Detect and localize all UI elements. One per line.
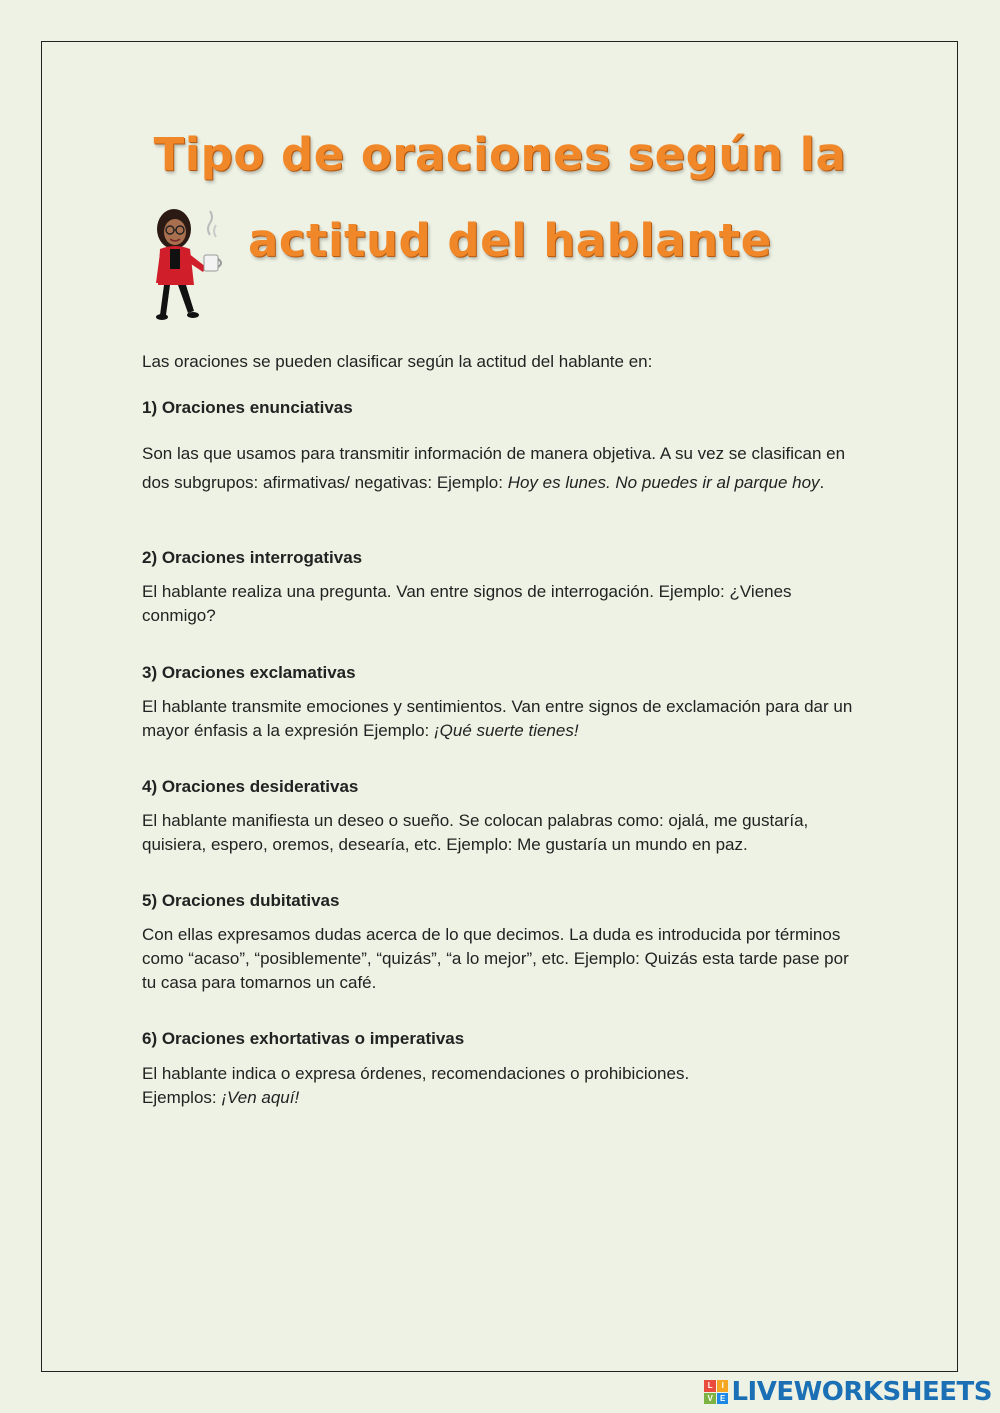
intro-text: Las oraciones se pueden clasificar según la actitud del hablante en:: [142, 352, 653, 371]
section-2-heading: 2) Oraciones interrogativas: [142, 548, 363, 567]
section-1-example: Hoy es lunes. No puedes ir al parque hoy: [507, 473, 820, 492]
section-1-text: [142, 439, 862, 497]
teacher-avatar-illustration: [150, 205, 230, 323]
section-4-heading: 4) Oraciones desiderativas: [142, 777, 359, 796]
footer-brand: LIVEWORKSHEETS: [731, 1377, 992, 1407]
section-6-example-label: Ejemplos:: [142, 1088, 222, 1107]
section-6-example: ¡Ven aquí!: [221, 1088, 300, 1107]
section-3-body: El hablante transmite emociones y sentimientos. Van entre signos de exclamación para dar un mayor énfasis a la expresión Ejemplo:: [142, 697, 853, 740]
section-6-example-line: [142, 1086, 862, 1110]
section-2-text: El hablante realiza una pregunta. Van entre signos de interrogación. Ejemplo: ¿Vienes conmigo?: [142, 582, 792, 625]
liveworksheets-footer[interactable]: [704, 1377, 992, 1407]
section-6-body: El hablante indica o expresa órdenes, recomendaciones o prohibiciones.: [142, 1064, 690, 1083]
title-line-1: Tipo de oraciones según la: [153, 128, 847, 181]
liveworksheets-logo-icon: [704, 1380, 728, 1404]
section-3-text: [142, 695, 862, 743]
logo-letter-l: L: [704, 1380, 716, 1392]
section-6-text: [142, 1062, 862, 1110]
section-4-text: El hablante manifiesta un deseo o sueño. Se colocan palabras como: ojalá, me gustaría, quisiera, espero, oremos, desearía, etc. Ejemplo: Me gustaría un mundo en paz.: [142, 811, 809, 854]
logo-letter-e: E: [717, 1393, 729, 1405]
section-3-heading: 3) Oraciones exclamativas: [142, 663, 356, 682]
logo-letter-i: I: [717, 1380, 729, 1392]
section-1-body: Son las que usamos para transmitir información de manera objetiva. A su vez se clasifican en dos subgrupos: afirmativas/ negativas: Ejemplo:: [142, 444, 846, 492]
section-1-after: .: [819, 473, 825, 492]
section-6-heading: 6) Oraciones exhortativas o imperativas: [142, 1029, 465, 1048]
section-5-text: Con ellas expresamos dudas acerca de lo que decimos. La duda es introducida por términos como “acaso”, “posiblemente”, “quizás”, “a lo mejor”, etc. Ejemplo: Quizás esta tarde pase por tu casa para tomarnos un café.: [142, 925, 849, 992]
logo-letter-v: V: [704, 1393, 716, 1405]
section-1-heading: 1) Oraciones enunciativas: [142, 398, 353, 417]
title-line-2: actitud del hablante: [248, 214, 772, 267]
section-5-heading: 5) Oraciones dubitativas: [142, 891, 340, 910]
section-3-example: ¡Qué suerte tienes!: [433, 721, 579, 740]
